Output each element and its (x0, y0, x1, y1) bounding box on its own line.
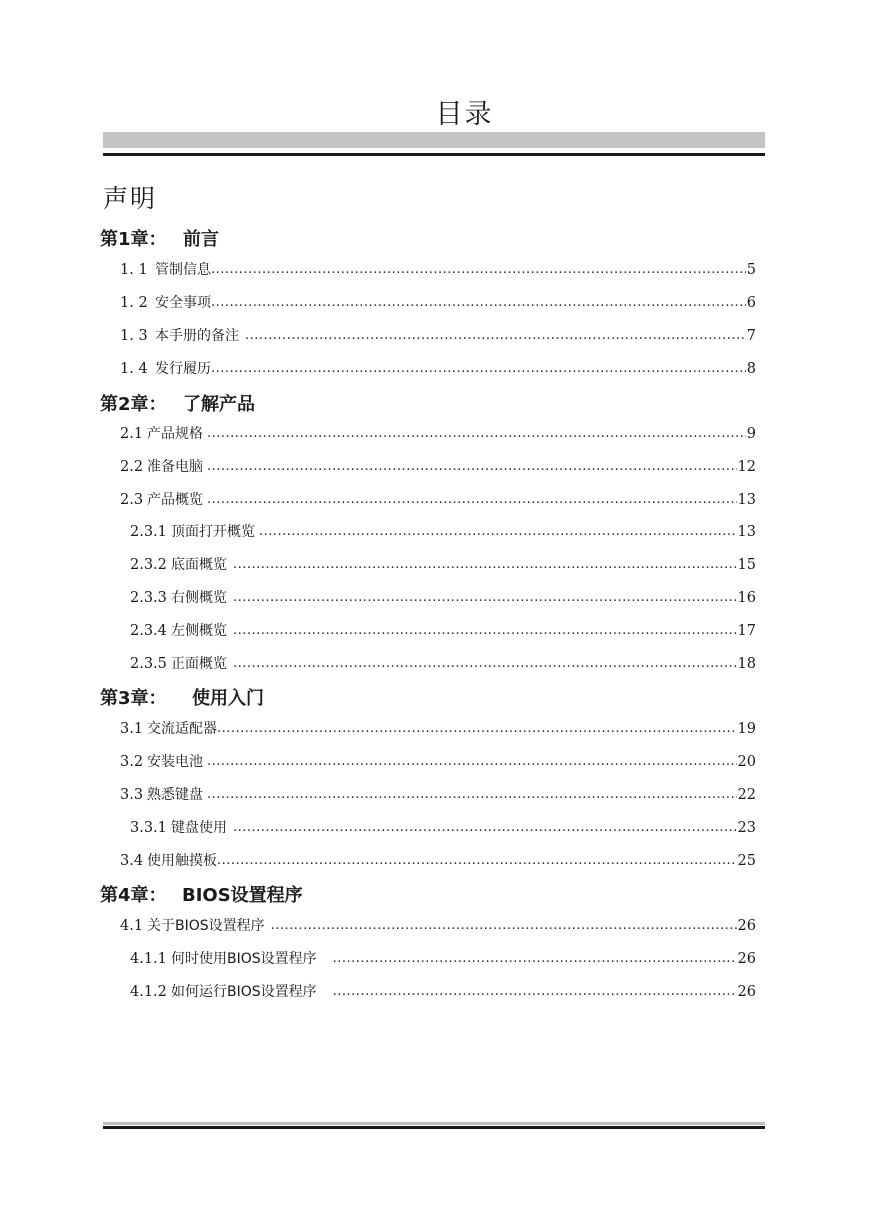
leader-dots (207, 785, 737, 805)
entry-text: 熟悉键盘 (147, 787, 203, 803)
entry-text: 左侧概览 (171, 623, 227, 639)
entry-text: 产品概览 (147, 492, 203, 508)
entry-text: 使用触摸板 (147, 853, 217, 869)
leader-dots (217, 851, 737, 871)
toc-entry-4-1[interactable] (120, 916, 756, 936)
leader-dots (259, 522, 737, 542)
leader-dots (217, 719, 737, 739)
toc-entry-3-3[interactable] (120, 785, 756, 805)
chapter-heading-3[interactable] (100, 686, 264, 712)
page-number: 12 (737, 459, 756, 475)
entry-text: 安装电池 (147, 754, 203, 770)
entry-text: 关于BIOS设置程序 (147, 918, 265, 934)
toc-entry-1-3[interactable] (120, 326, 756, 346)
leader-dots (207, 752, 737, 772)
entry-text: 发行履历 (155, 361, 211, 377)
entry-number: 1. 2 (120, 295, 148, 311)
leader-dots (233, 555, 737, 575)
entry-number: 4.1.1 (130, 951, 167, 967)
leader-dots (245, 326, 746, 346)
toc-entry-3-3-1[interactable] (130, 818, 756, 838)
chapter-title: BIOS设置程序 (182, 885, 303, 906)
entry-number: 2.3 (120, 492, 144, 508)
chapter-title: 使用入门 (192, 688, 264, 709)
page-number: 13 (737, 524, 756, 540)
toc-entry-2-3-1[interactable] (130, 522, 756, 542)
entry-number: 1. 4 (120, 361, 148, 377)
page-number: 13 (737, 492, 756, 508)
entry-number: 4.1.2 (130, 984, 167, 1000)
toc-entry-2-3-5[interactable] (130, 654, 756, 674)
entry-number: 3.3.1 (130, 820, 167, 836)
toc-entry-4-1-1[interactable] (130, 949, 756, 969)
entry-text: 底面概览 (171, 557, 227, 573)
chapter-heading-2[interactable] (100, 392, 255, 418)
page-number: 7 (746, 328, 756, 344)
page-number: 15 (737, 557, 756, 573)
toc-entry-2-3-2[interactable] (130, 555, 756, 575)
entry-number: 2.3.4 (130, 623, 167, 639)
chapter-title: 前言 (183, 229, 219, 250)
entry-number: 2.3.2 (130, 557, 167, 573)
page-number: 16 (737, 590, 756, 606)
toc-entry-2-3[interactable] (120, 490, 756, 510)
page-number: 26 (737, 918, 756, 934)
page-number: 17 (737, 623, 756, 639)
entry-text: 何时使用BIOS设置程序 (171, 951, 317, 967)
toc-entry-3-2[interactable] (120, 752, 756, 772)
entry-number: 4.1 (120, 918, 144, 934)
page-number: 5 (746, 262, 756, 278)
header-gray-band (103, 132, 765, 148)
preface-heading: 声明 (103, 184, 158, 213)
entry-text: 安全事项 (155, 295, 211, 311)
leader-dots (233, 588, 737, 608)
page-number: 18 (737, 656, 756, 672)
page-title: 目录 (435, 99, 494, 130)
leader-dots (207, 490, 737, 510)
entry-text: 交流适配器 (147, 721, 217, 737)
toc-entry-4-1-2[interactable] (130, 982, 756, 1002)
leader-dots (207, 457, 737, 477)
footer-black-rule (103, 1126, 765, 1129)
entry-text: 正面概览 (171, 656, 227, 672)
entry-number: 2.3.3 (130, 590, 167, 606)
toc-entry-2-2[interactable] (120, 457, 756, 477)
toc-entry-3-4[interactable] (120, 851, 756, 871)
entry-text: 右侧概览 (171, 590, 227, 606)
entry-number: 1. 1 (120, 262, 148, 278)
entry-text: 管制信息 (155, 262, 211, 278)
page-number: 20 (737, 754, 756, 770)
entry-number: 2.2 (120, 459, 144, 475)
page-number: 25 (737, 853, 756, 869)
toc-entry-2-1[interactable] (120, 424, 756, 444)
footer-gray-rule (103, 1122, 765, 1125)
page-number: 22 (737, 787, 756, 803)
leader-dots (211, 293, 746, 313)
entry-text: 顶面打开概览 (171, 524, 255, 540)
chapter-heading-4[interactable] (100, 883, 303, 909)
leader-dots (233, 818, 737, 838)
entry-text: 键盘使用 (171, 820, 227, 836)
page-number: 23 (737, 820, 756, 836)
page-number: 6 (746, 295, 756, 311)
toc-entry-1-1[interactable] (120, 260, 756, 280)
leader-dots (211, 260, 746, 280)
entry-number: 3.1 (120, 721, 144, 737)
entry-text: 本手册的备注 (155, 328, 239, 344)
leader-dots (233, 654, 737, 674)
toc-entry-2-3-3[interactable] (130, 588, 756, 608)
entry-text: 产品规格 (147, 426, 203, 442)
leader-dots (233, 621, 737, 641)
page-number: 26 (737, 984, 756, 1000)
entry-number: 3.4 (120, 853, 144, 869)
chapter-heading-1[interactable] (100, 227, 219, 253)
entry-number: 3.2 (120, 754, 144, 770)
leader-dots (207, 424, 746, 444)
entry-number: 3.3 (120, 787, 144, 803)
toc-entry-3-1[interactable] (120, 719, 756, 739)
page-number: 19 (737, 721, 756, 737)
page-number: 9 (746, 426, 756, 442)
header-black-rule (103, 153, 765, 156)
toc-entry-1-4[interactable] (120, 359, 756, 379)
entry-number: 2.3.5 (130, 656, 167, 672)
leader-dots (271, 916, 737, 936)
toc-entry-1-2[interactable] (120, 293, 756, 313)
page-number: 26 (737, 951, 756, 967)
leader-dots (333, 949, 737, 969)
entry-number: 1. 3 (120, 328, 148, 344)
entry-text: 准备电脑 (147, 459, 203, 475)
entry-text: 如何运行BIOS设置程序 (171, 984, 317, 1000)
chapter-label: 第4章： (100, 885, 167, 906)
chapter-label: 第2章： (100, 394, 167, 415)
leader-dots (211, 359, 746, 379)
page-number: 8 (746, 361, 756, 377)
leader-dots (333, 982, 737, 1002)
entry-number: 2.3.1 (130, 524, 167, 540)
chapter-label: 第1章： (100, 229, 167, 250)
chapter-label: 第3章： (100, 688, 167, 709)
chapter-title: 了解产品 (183, 394, 255, 415)
entry-number: 2.1 (120, 426, 144, 442)
toc-entry-2-3-4[interactable] (130, 621, 756, 641)
